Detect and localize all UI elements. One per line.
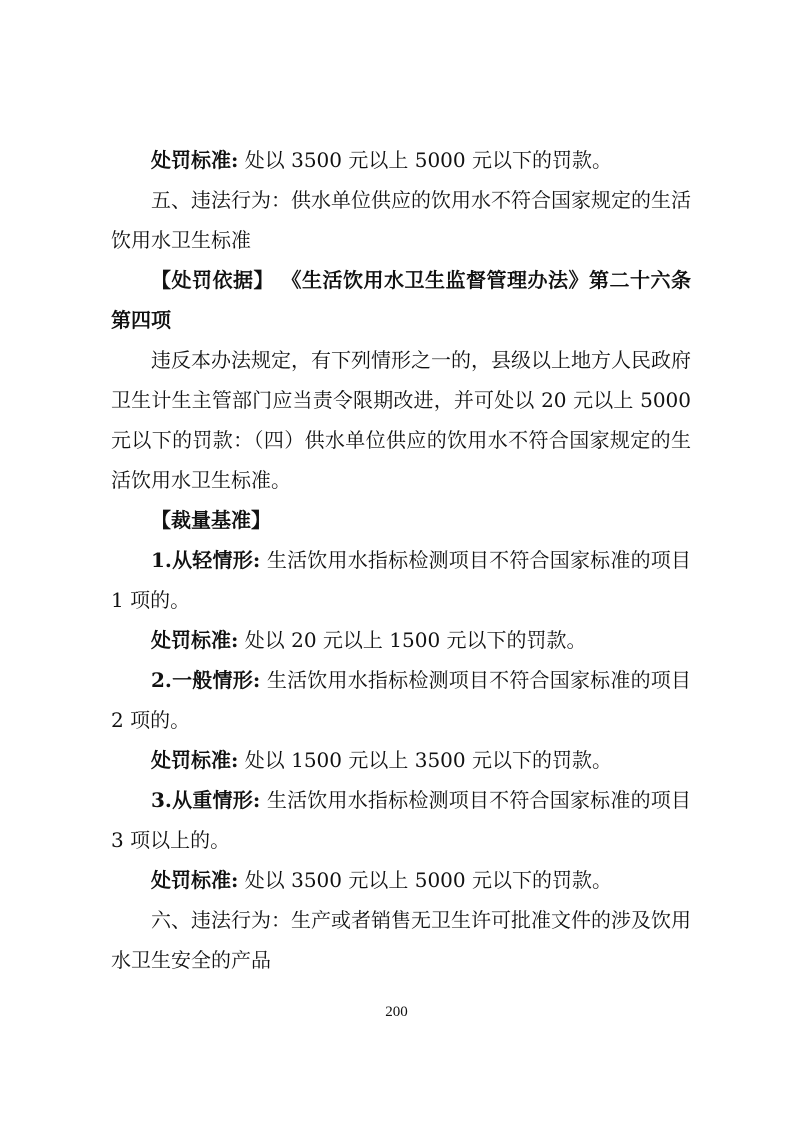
lenient-case-label: 1.从轻情形: [151, 548, 261, 572]
penalty-standard-paragraph [111, 140, 691, 180]
severe-case-text: 生活饮用水指标检测项目不符合国家标准的项目 3 项以上的。 [111, 788, 692, 852]
general-penalty-label: 处罚标准: [151, 748, 239, 772]
general-penalty-paragraph [111, 740, 691, 780]
penalty-standard-text: 处以 3500 元以上 5000 元以下的罚款。 [244, 148, 612, 172]
violation-heading-5: 五、违法行为：供水单位供应的饮用水不符合国家规定的生活饮用水卫生标准 [111, 188, 691, 252]
lenient-penalty-label: 处罚标准: [151, 628, 239, 652]
general-case-paragraph [111, 660, 691, 740]
regulation-text: 违反本办法规定，有下列情形之一的，县级以上地方人民政府卫生计生主管部门应当责令限期改进，并可处以 20 元以上 5000 元以下的罚款：（四）供水单位供应的饮用水不符合国家规定的生活饮用水卫生标准。 [111, 348, 691, 492]
general-case-label: 2.一般情形: [151, 668, 261, 692]
severe-penalty-paragraph [111, 860, 691, 900]
severe-penalty-label: 处罚标准: [151, 868, 239, 892]
severe-case-paragraph [111, 780, 691, 860]
penalty-basis-heading: 【处罚依据】 《生活饮用水卫生监督管理办法》第二十六条第四项 [111, 268, 691, 332]
lenient-penalty-paragraph [111, 620, 691, 660]
severe-penalty-text: 处以 3500 元以上 5000 元以下的罚款。 [244, 868, 612, 892]
lenient-penalty-text: 处以 20 元以上 1500 元以下的罚款。 [244, 628, 587, 652]
general-case-text: 生活饮用水指标检测项目不符合国家标准的项目 2 项的。 [111, 668, 692, 732]
page-number: 200 [385, 1004, 408, 1020]
penalty-standard-label: 处罚标准: [151, 148, 239, 172]
violation-heading-6: 六、违法行为：生产或者销售无卫生许可批准文件的涉及饮用水卫生安全的产品 [111, 908, 691, 972]
general-penalty-text: 处以 1500 元以上 3500 元以下的罚款。 [244, 748, 612, 772]
page-body [111, 140, 691, 980]
severe-case-label: 3.从重情形: [151, 788, 261, 812]
discretion-standard-heading: 【裁量基准】 [151, 508, 271, 532]
lenient-case-paragraph [111, 540, 691, 620]
lenient-case-text: 生活饮用水指标检测项目不符合国家标准的项目 1 项的。 [111, 548, 692, 612]
